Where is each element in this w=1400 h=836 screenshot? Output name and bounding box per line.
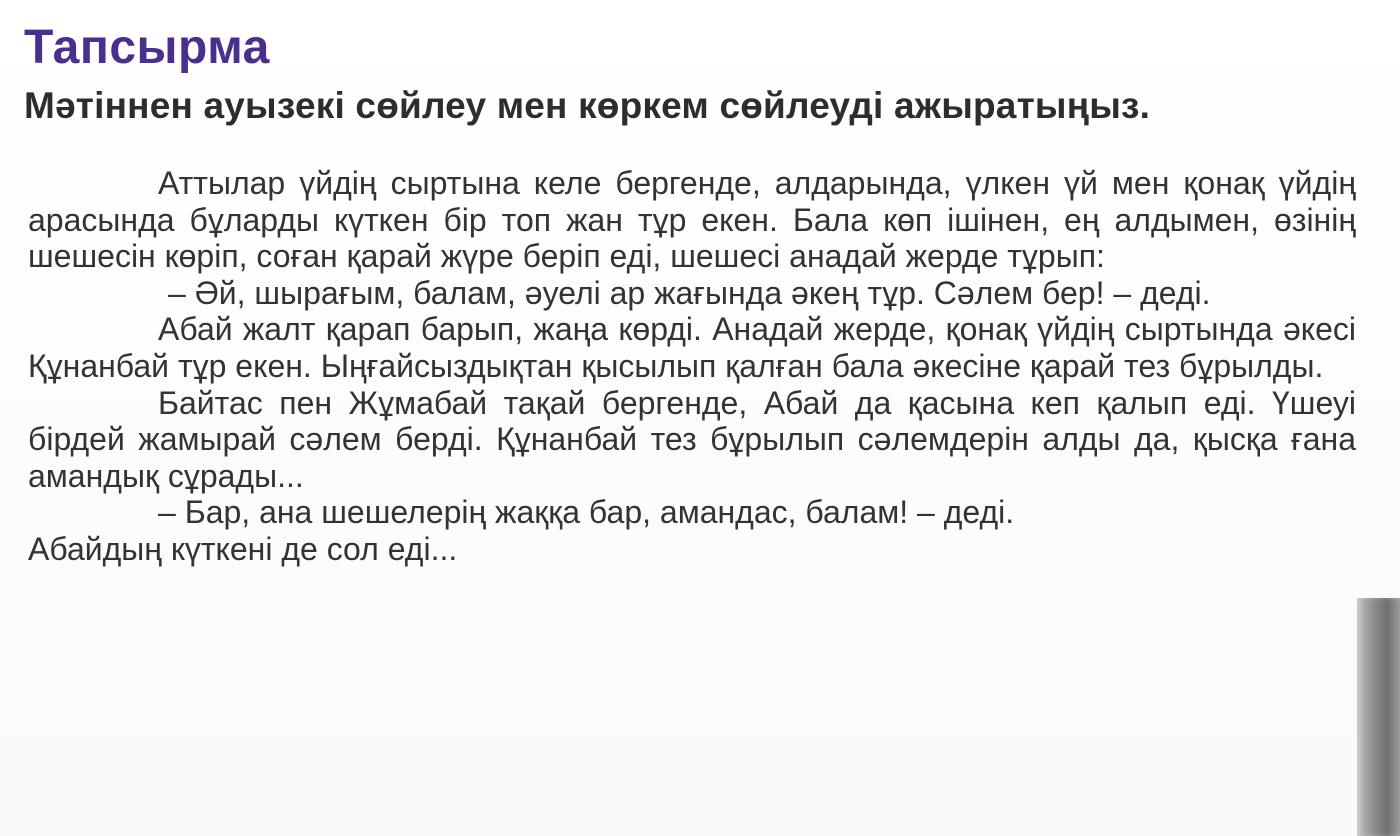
dialogue-line-2: – Бар, ана шешелерің жаққа бар, амандас, балам! – деді. — [158, 494, 1015, 531]
text-block — [28, 165, 1356, 568]
paragraph-2: Абай жалт қарап барып, жаңа көрді. Анадай жерде, қонақ үйдің сыртында әкесі Құнанбай тұр екен. Ыңғайсыздықтан қысылып қалған бала әкесіне қарай тез бұрылды. — [28, 311, 1356, 384]
paragraph-1: Аттылар үйдің сыртына келе бергенде, алдарында, үлкен үй мен қонақ үйдің арасында бұларды күткен бір топ жан тұр екен. Бала көп ішінен, ең алдымен, өзінің шешесін көріп, соған қарай жүре беріп еді, шешесі анадай жерде тұрып: — [28, 165, 1356, 275]
dialogue-line-1: – Әй, шырағым, балам, әуелі ар жағында әкең тұр. Сәлем бер! – деді. — [168, 274, 1211, 311]
slide-title: Тапсырма — [24, 21, 270, 74]
paragraph-3: Байтас пен Жұмабай тақай бергенде, Абай да қасына кеп қалып еді. Үшеуі бірдей жамырай сәлем берді. Құнанбай тез бұрылып сәлемдерін алды да, қысқа ғана амандық сұрады... — [28, 384, 1356, 494]
partial-photo-edge — [1357, 598, 1400, 836]
slide-subtitle: Мәтіннен ауызекі сөйлеу мен көркем сөйлеуді ажыратыңыз. — [24, 85, 1151, 126]
closing-line: Абайдың күткені де сол еді... — [28, 530, 458, 567]
